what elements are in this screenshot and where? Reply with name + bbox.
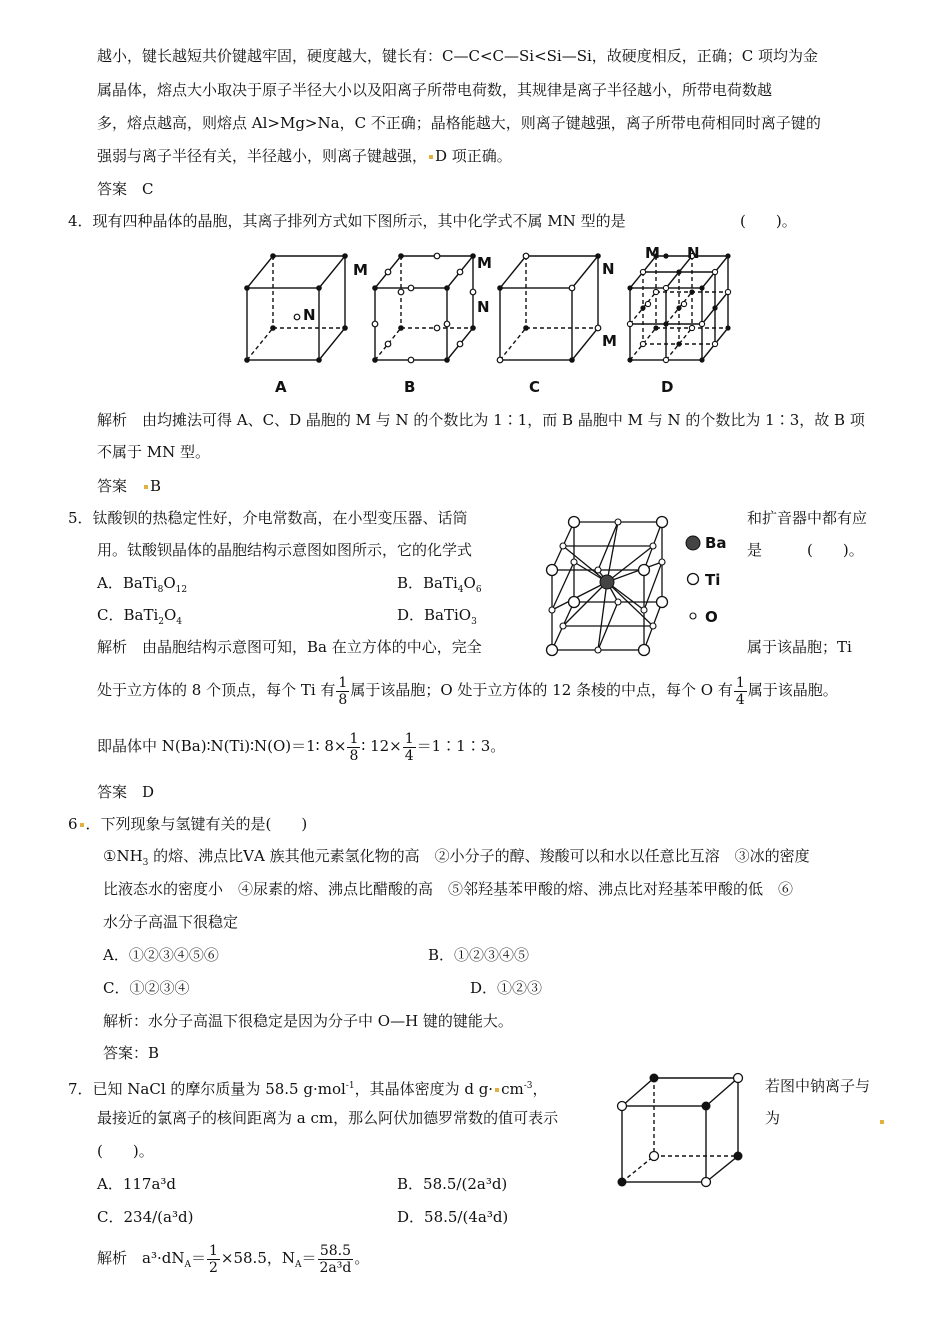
q6-analysis: 解析：水分子高温下很稳定是因为分子中 O—H 键的键能大。	[103, 1012, 513, 1030]
fraction-den: 8	[338, 691, 348, 708]
q5-option-b	[397, 573, 482, 600]
text-span: 处于立方体的 8 个顶点，每个 Ti 有	[97, 681, 336, 699]
fraction-den: 2	[208, 1259, 218, 1276]
q7-option-d: D．58.5/(4a³d)	[397, 1208, 509, 1226]
q5-stem: 是 ( )。	[747, 541, 864, 559]
text-line: 多，熔点越高，则熔点 Al>Mg>Na，C 不正确；晶格能越大，则离子键越强，离子所带电荷相同时离子键的	[97, 114, 821, 132]
fraction-den: 2a³d	[319, 1259, 352, 1276]
fraction	[403, 731, 416, 764]
q7-option-a: A．117a³d	[97, 1175, 177, 1193]
text-line: 属晶体，熔点大小取决于原子半径大小以及阳离子所带电荷数，其规律是离子半径越小，所带电荷数越	[97, 81, 773, 99]
text-span: 7．已知 NaCl 的摩尔质量为 58.5 g·mol	[68, 1080, 346, 1098]
q5-analysis	[97, 672, 838, 708]
superscript: -1	[345, 1081, 355, 1091]
ion-label-n: N	[303, 306, 316, 324]
fraction-num: 1	[349, 730, 359, 747]
ion-label-m: M	[645, 244, 660, 262]
q5-analysis: 属于该晶胞；Ti	[747, 638, 852, 656]
answer-value: B	[150, 477, 162, 495]
answer-label: 答案	[97, 477, 128, 495]
subscript: A	[294, 1260, 302, 1270]
ion-label-m: M	[602, 332, 617, 350]
q7-option-b: B．58.5/(2a³d)	[397, 1175, 508, 1193]
subscript: 12	[175, 585, 188, 595]
q7-option-c: C．234/(a³d)	[97, 1208, 194, 1226]
q5-analysis	[97, 728, 505, 764]
text-span: ，其晶体密度为 d g·	[354, 1080, 494, 1098]
fraction-den: 8	[349, 747, 359, 764]
text-span: ．下列现象与氢键有关的是( )	[85, 815, 308, 833]
q7-stem: 为	[765, 1109, 781, 1127]
q4-analysis: 解析 由均摊法可得 A、C、D 晶胞的 M 与 N 的个数比为 1∶1，而 B 晶胞中 M 与 N 的个数比为 1∶3，故 B 项	[97, 411, 865, 429]
mark-dot	[880, 1120, 884, 1124]
option-text: O	[463, 574, 476, 592]
text-span: ＝	[301, 1249, 317, 1267]
fraction-den: 4	[404, 747, 414, 764]
figure-label-c: C	[529, 378, 541, 396]
fraction	[347, 731, 360, 764]
option-text: O	[163, 606, 177, 624]
text-span: D 项正确。	[435, 147, 512, 165]
text-span: ＝1∶1∶3。	[416, 737, 506, 755]
answer-line: 答案 C	[97, 180, 154, 198]
option-text: C．BaTi	[97, 606, 159, 624]
q6-stem	[68, 814, 307, 834]
option-text: B．BaTi	[397, 574, 458, 592]
text-span: ∶ 12×	[361, 737, 402, 755]
text-span: 。	[354, 1249, 370, 1267]
q7-stem: 若图中钠离子与	[765, 1077, 871, 1095]
q7-nacl-figure	[612, 1072, 752, 1196]
subscript: 4	[176, 617, 183, 627]
subscript: 6	[475, 585, 482, 595]
q7-stem: ( )。	[97, 1142, 154, 1160]
q5-analysis: 解析 由晶胞结构示意图可知，Ba 在立方体的中心，完全	[97, 638, 482, 656]
subscript: A	[184, 1260, 191, 1270]
ion-label-n: N	[602, 260, 615, 278]
mark-dot	[80, 823, 84, 827]
q5-option-a	[97, 573, 187, 600]
fraction-num: 1	[404, 730, 414, 747]
q7-stem: 最接近的氯离子的核间距离为 a cm，那么阿伏加德罗常数的值可表示	[97, 1109, 559, 1127]
figure-label-d: D	[661, 378, 674, 396]
fraction-den: 4	[735, 691, 745, 708]
figure-label-b: B	[404, 378, 416, 396]
q6-line	[103, 846, 810, 873]
q5-stem: 5．钛酸钡的热稳定性好，介电常数高，在小型变压器、话筒	[68, 509, 468, 527]
q4-paren: ( )。	[740, 212, 797, 230]
mark-dot	[495, 1088, 499, 1092]
q5-stem: 用。钛酸钡晶体的晶胞结构示意图如图所示，它的化学式	[97, 541, 473, 559]
subscript: 3	[471, 617, 477, 627]
text-line	[97, 146, 512, 166]
option-text: D．BaTiO	[397, 606, 472, 624]
superscript: -3	[523, 1081, 533, 1091]
q6-line: 比液态水的密度小 ④尿素的熔、沸点比醋酸的高 ⑤邻羟基苯甲酸的熔、沸点比对羟基苯甲酸的低 ⑥	[103, 880, 794, 898]
subscript: 3	[142, 858, 149, 868]
q4-stem: 4．现有四种晶体的晶胞，其离子排列方式如下图所示，其中化学式不属 MN 型的是	[68, 212, 626, 230]
q6-answer: 答案：B	[103, 1044, 160, 1062]
fraction-num: 1	[208, 1242, 218, 1259]
q6-option-d: D．①②③	[470, 979, 543, 997]
q7-analysis	[97, 1240, 369, 1283]
question-number: 6	[68, 815, 78, 833]
text-span: 强弱与离子半径有关，半径越小，则离子键越强，	[97, 147, 428, 165]
mark-dot	[144, 485, 148, 489]
q6-line: 水分子高温下很稳定	[103, 913, 239, 931]
text-span: 属于该晶胞；O 处于立方体的 12 条棱的中点，每个 O 有	[350, 681, 733, 699]
subscript: 2	[158, 617, 164, 627]
q5-answer: 答案 D	[97, 783, 155, 801]
text-span: ①NH	[103, 847, 143, 865]
ion-label-n: N	[687, 244, 700, 262]
text-span: cm	[501, 1080, 524, 1098]
ion-label-n: N	[477, 298, 490, 316]
mark-dot	[429, 155, 433, 159]
fraction	[336, 675, 349, 708]
text-span: 属于该晶胞。	[747, 681, 838, 699]
q7-stem	[68, 1076, 548, 1099]
legend-ti: Ti	[705, 571, 721, 589]
q6-option-c: C．①②③④	[103, 979, 190, 997]
text-span: 即晶体中 N(Ba)∶N(Ti)∶N(O)＝1∶ 8×	[97, 737, 347, 755]
q4-analysis: 不属于 MN 型。	[97, 443, 211, 461]
q4-answer	[97, 476, 161, 496]
ion-label-m: M	[477, 254, 492, 272]
ion-label-m: M	[353, 261, 368, 279]
q6-option-b: B．①②③④⑤	[428, 946, 530, 964]
fraction-num: 1	[735, 674, 745, 691]
option-text: O	[163, 574, 176, 592]
text-span: ，	[532, 1080, 548, 1098]
q5-option-d	[397, 605, 477, 632]
q6-option-a: A．①②③④⑤⑥	[103, 946, 219, 964]
fraction-num: 58.5	[319, 1242, 351, 1259]
text-span: 的熔、沸点比ⅤA 族其他元素氢化物的高 ②小分子的醇、羧酸可以和水以任意比互溶 ③冰的密度	[148, 847, 810, 865]
text-span: 解析 a³·dN	[97, 1249, 185, 1267]
legend-ba: Ba	[705, 534, 727, 552]
legend-o: O	[705, 608, 718, 626]
text-line: 越小，键长越短共价键越牢固，硬度越大，键长有：C—C<C—Si<Si—Si，故硬度相反，正确；C 项均为金	[97, 47, 819, 65]
q5-stem: 和扩音器中都有应	[747, 509, 868, 527]
subscript: 4	[457, 585, 464, 595]
fraction	[734, 675, 747, 708]
text-span: ＝	[190, 1249, 206, 1267]
fraction-num: 1	[338, 674, 348, 691]
text-span: ×58.5，N	[220, 1249, 295, 1267]
option-text: A．BaTi	[97, 574, 158, 592]
subscript: 8	[157, 585, 164, 595]
figure-label-a: A	[275, 378, 287, 396]
q5-option-c	[97, 605, 182, 632]
fraction	[318, 1243, 354, 1276]
fraction	[207, 1243, 220, 1276]
